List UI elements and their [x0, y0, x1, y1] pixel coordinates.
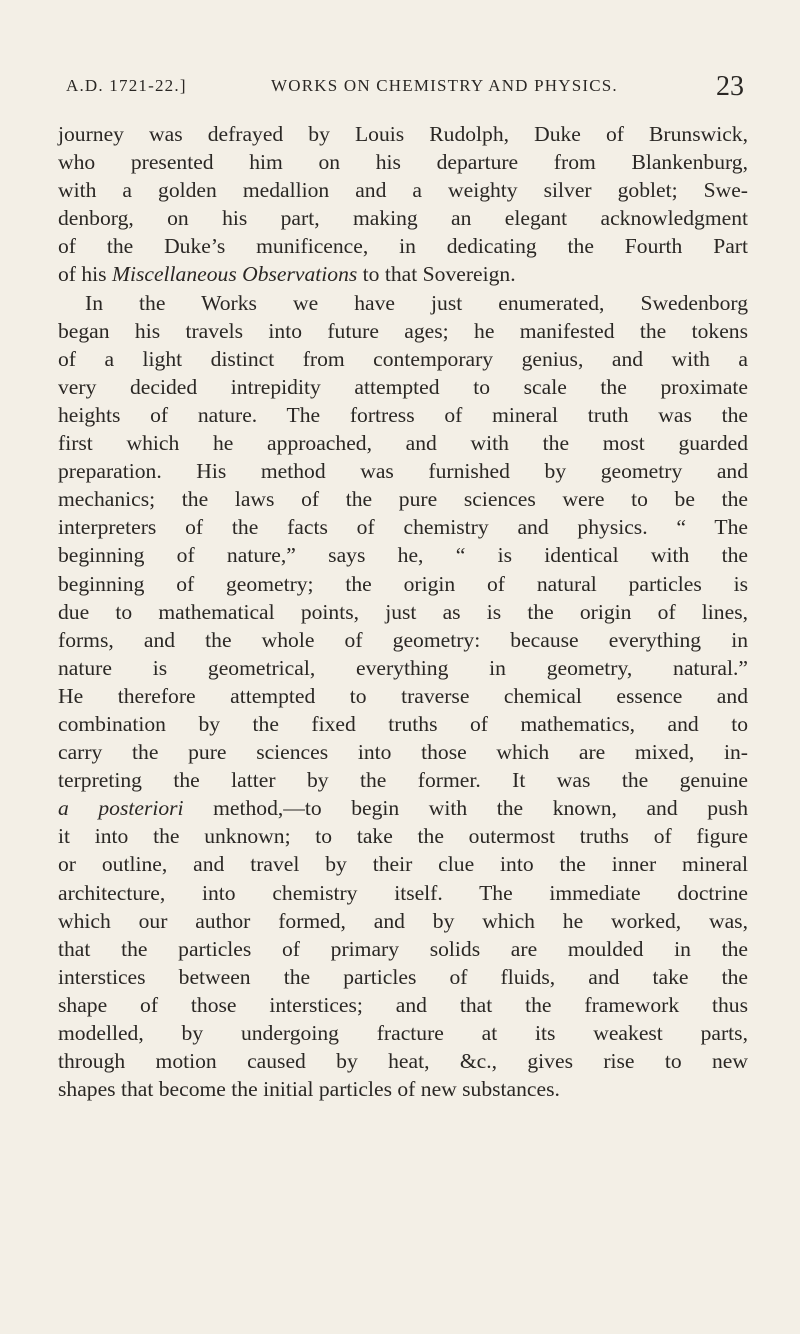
- text-line: with a golden medallion and a weighty silver goblet; Swe-: [58, 178, 748, 203]
- text-line: beginning of nature,” says he, “ is identical with the: [58, 543, 748, 568]
- text-line: nature is geometrical, everything in geometry, natural.”: [58, 655, 748, 680]
- page-number: 23: [716, 71, 744, 102]
- text-line: He therefore attempted to traverse chemical essence and: [58, 683, 748, 708]
- header-title: WORKS ON CHEMISTRY AND PHYSICS.: [271, 76, 618, 95]
- text-line: or outline, and travel by their clue into the inner mineral: [58, 852, 748, 877]
- text-line: interpreters of the facts of chemistry and physics. “ The: [58, 515, 748, 540]
- text-line: that the particles of primary solids are moulded in the: [58, 936, 748, 961]
- text-line: [58, 794, 748, 822]
- text-line: first which he approached, and with the most guarded: [58, 431, 748, 456]
- body-text: [58, 120, 748, 1103]
- text-segment: to that Sovereign.: [357, 262, 516, 287]
- text-line: due to mathematical points, just as is the origin of lines,: [58, 599, 748, 624]
- text-line: architecture, into chemistry itself. The immediate doctrine: [58, 880, 748, 905]
- text-line: journey was defrayed by Louis Rudolph, Duke of Brunswick,: [58, 122, 748, 146]
- text-line: terpreting the latter by the former. It was the genuine: [58, 768, 748, 793]
- text-line: began his travels into future ages; he manifested the tokens: [58, 318, 748, 343]
- text-line: carry the pure sciences into those which are mixed, in-: [58, 740, 748, 765]
- text-line: very decided intrepidity attempted to scale the proximate: [58, 374, 748, 399]
- text-line: combination by the fixed truths of mathematics, and to: [58, 711, 748, 736]
- text-segment: of his: [58, 262, 112, 287]
- text-line: of the Duke’s munificence, in dedicating the Fourth Part: [58, 234, 748, 259]
- text-line: denborg, on his part, making an elegant acknowledgment: [58, 206, 748, 231]
- text-line: shapes that become the initial particles of new substances.: [58, 1077, 560, 1102]
- text-line: forms, and the whole of geometry: because everything in: [58, 627, 748, 652]
- text-line: heights of nature. The fortress of mineral truth was the: [58, 402, 748, 427]
- text-line: interstices between the particles of fluids, and take the: [58, 964, 748, 989]
- header-date-range: A.D. 1721-22.]: [66, 76, 187, 95]
- italic-title: Miscellaneous Observations: [111, 262, 358, 287]
- text-line: preparation. His method was furnished by geometry and: [58, 459, 748, 484]
- text-line: [58, 260, 748, 288]
- text-line: mechanics; the laws of the pure sciences were to be the: [58, 487, 748, 512]
- text-line: of a light distinct from contemporary genius, and with a: [58, 346, 748, 371]
- italic-title: a posteriori: [58, 796, 184, 821]
- text-line: In the Works we have just enumerated, Swedenborg: [85, 290, 748, 315]
- text-line: modelled, by undergoing fracture at its weakest parts,: [58, 1021, 748, 1045]
- text-line: who presented him on his departure from Blankenburg,: [58, 150, 748, 175]
- text-line: it into the unknown; to take the outermost truths of figure: [58, 824, 748, 849]
- text-line: which our author formed, and by which he worked, was,: [58, 908, 748, 933]
- text-line: through motion caused by heat, &c., gives rise to new: [58, 1049, 748, 1074]
- text-segment: method,—to begin with the known, and push: [183, 796, 748, 821]
- running-head: [66, 71, 744, 106]
- text-line: shape of those interstices; and that the framework thus: [58, 992, 748, 1017]
- text-line: beginning of geometry; the origin of natural particles is: [58, 571, 748, 596]
